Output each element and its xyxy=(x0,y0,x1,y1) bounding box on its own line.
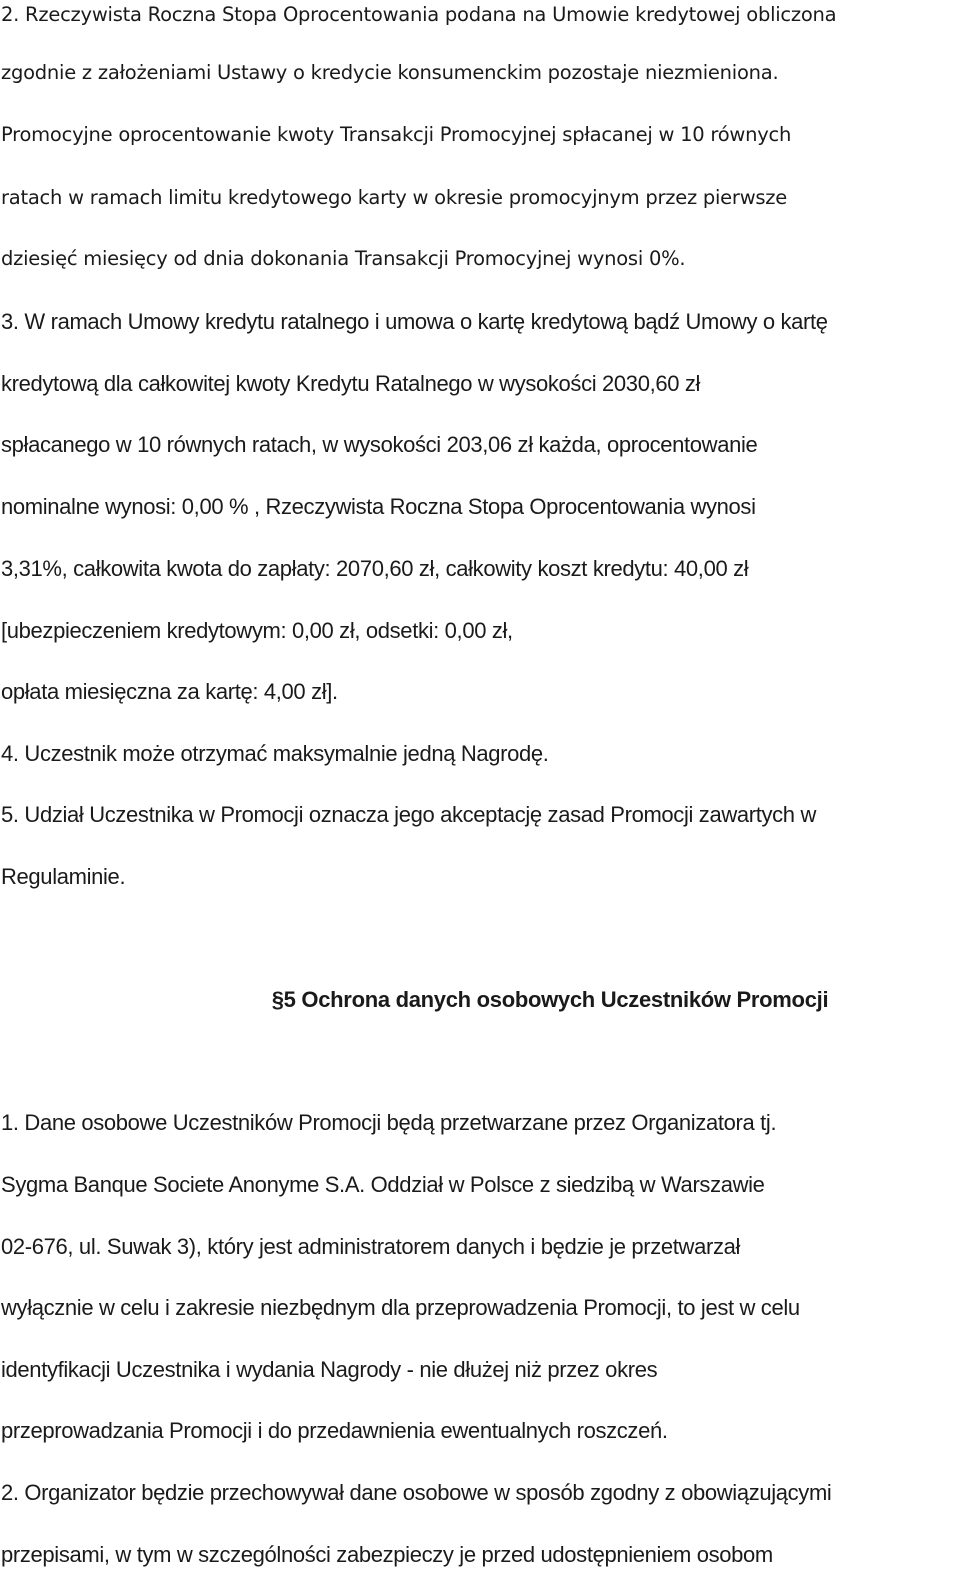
para-1-line-6: przeprowadzania Promocji i do przedawnienia ewentualnych roszczeń. xyxy=(1,1418,668,1443)
section-2-line-5: dziesięć miesięcy od dnia dokonania Transakcji Promocyjnej wynosi 0%. xyxy=(1,247,686,270)
para-1-line-2: Sygma Banque Societe Anonyme S.A. Oddział w Polsce z siedzibą w Warszawie xyxy=(1,1172,765,1197)
section-3-line-3: spłacanego w 10 równych ratach, w wysokości 203,06 zł każda, oprocentowanie xyxy=(1,432,758,457)
section-3-line-7: opłata miesięczna za kartę: 4,00 zł]. xyxy=(1,679,338,704)
para-1-line-1: 1. Dane osobowe Uczestników Promocji będą przetwarzane przez Organizatora tj. xyxy=(1,1110,777,1135)
section-3-line-1: 3. W ramach Umowy kredytu ratalnego i umowa o kartę kredytową bądź Umowy o kartę xyxy=(1,309,828,334)
section-2-line-4: ratach w ramach limitu kredytowego karty w okresie promocyjnym przez pierwsze xyxy=(1,186,788,209)
para-1-line-3: 02-676, ul. Suwak 3), który jest administratorem danych i będzie je przetwarzał xyxy=(1,1234,741,1259)
section-2-line-1: 2. Rzeczywista Roczna Stopa Oprocentowania podana na Umowie kredytowej obliczona xyxy=(1,3,837,26)
para-1-line-5: identyfikacji Uczestnika i wydania Nagrody - nie dłużej niż przez okres xyxy=(1,1357,658,1382)
section-5-line-2: Regulaminie. xyxy=(1,864,126,889)
section-5-line-1: 5. Udział Uczestnika w Promocji oznacza jego akceptację zasad Promocji zawartych w xyxy=(1,802,816,827)
section-3-line-6: [ubezpieczeniem kredytowym: 0,00 zł, odsetki: 0,00 zł, xyxy=(1,618,513,643)
section-3-line-2: kredytową dla całkowitej kwoty Kredytu Ratalnego w wysokości 2030,60 zł xyxy=(1,371,701,396)
section-3-line-5: 3,31%, całkowita kwota do zapłaty: 2070,60 zł, całkowity koszt kredytu: 40,00 zł xyxy=(1,556,749,581)
section-2-line-3: Promocyjne oprocentowanie kwoty Transakcji Promocyjnej spłacanej w 10 równych xyxy=(1,123,792,146)
para-1-line-4: wyłącznie w celu i zakresie niezbędnym dla przeprowadzenia Promocji, to jest w celu xyxy=(1,1295,800,1320)
section-2-line-2: zgodnie z założeniami Ustawy o kredycie konsumenckim pozostaje niezmieniona. xyxy=(1,61,779,84)
section-4-line-1: 4. Uczestnik może otrzymać maksymalnie jedną Nagrodę. xyxy=(1,741,549,766)
section-3-line-4: nominalne wynosi: 0,00 % , Rzeczywista Roczna Stopa Oprocentowania wynosi xyxy=(1,494,756,519)
section-heading: §5 Ochrona danych osobowych Uczestników Promocji xyxy=(271,987,829,1012)
para-2-line-1: 2. Organizator będzie przechowywał dane osobowe w sposób zgodny z obowiązującymi xyxy=(1,1480,832,1505)
para-2-line-2: przepisami, w tym w szczególności zabezpieczy je przed udostępnieniem osobom xyxy=(1,1542,773,1567)
